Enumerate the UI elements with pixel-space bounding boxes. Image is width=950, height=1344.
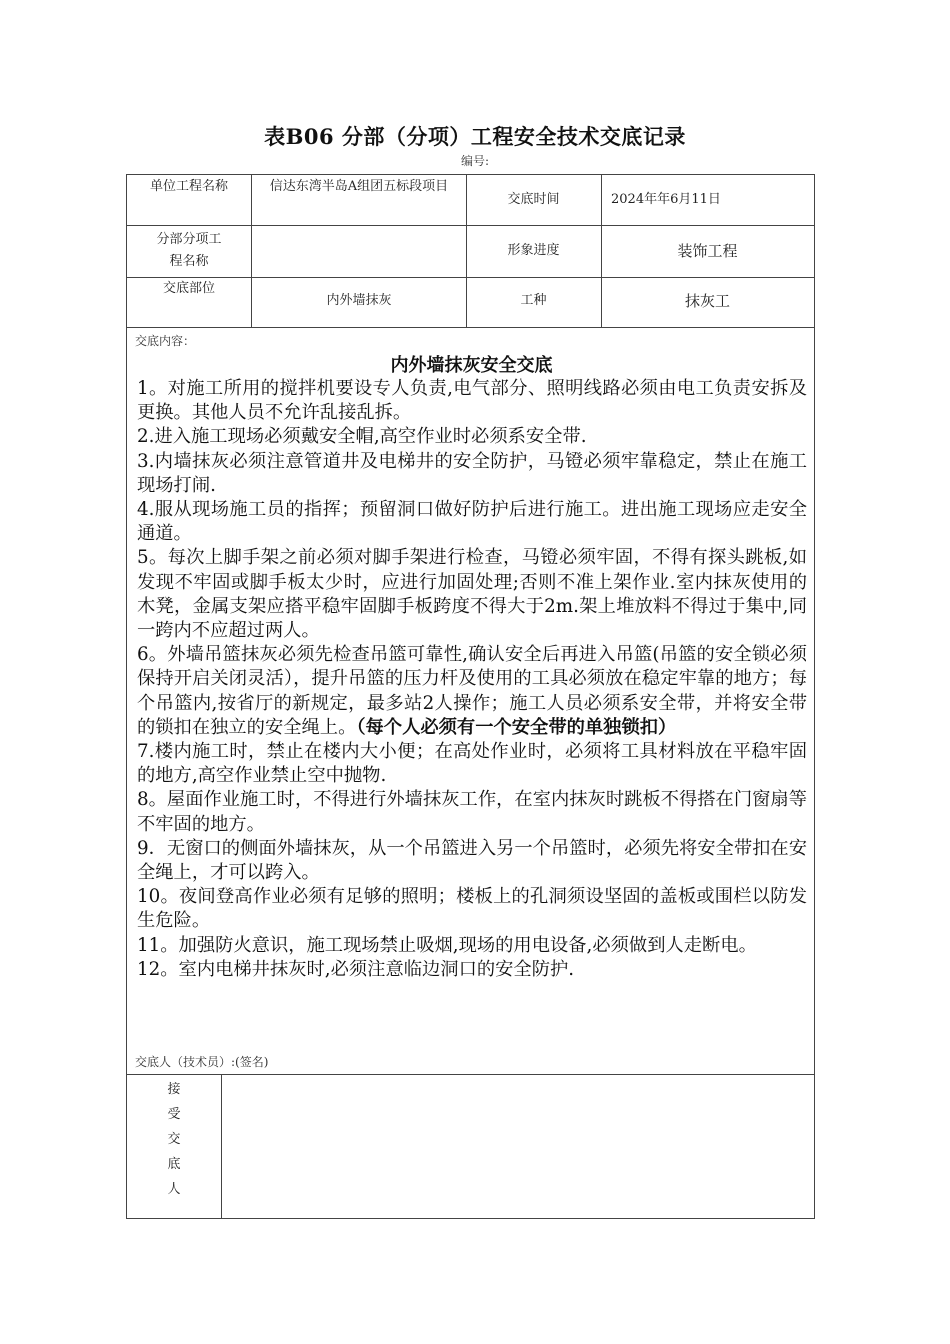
document-title: 表B06 分部（分项）工程安全技术交底记录 bbox=[264, 124, 686, 149]
content-item: 8。屋面作业施工时，不得进行外墙抹灰工作，在室内抹灰时跳板不得搭在门窗扇等不牢固的地方。 bbox=[137, 789, 807, 835]
receiver-label-char: 人 bbox=[167, 1182, 181, 1197]
content-item: 2.进入施工现场必须戴安全帽,高空作业时必须系安全带. bbox=[137, 426, 587, 448]
handover-record-table bbox=[126, 174, 815, 1219]
subproject-label: 分部分项工程名称 bbox=[156, 232, 222, 269]
receiver-signature-area[interactable] bbox=[222, 1075, 814, 1219]
content-item: 5。每次上脚手架之前必须对脚手架进行检查，马镫必须牢固，不得有探头跳板,如发现不牢固或脚手板太少时，应进行加固处理;否则不准上架作业.室内抹灰使用的木凳，金属支架应搭平稳牢固脚手板跨度不得大于2m.架上堆放料不得过于集中,同一跨内不应超过两人。 bbox=[137, 547, 807, 642]
discloser-signature-label: 交底人（技术员）:(签名) bbox=[135, 1055, 269, 1069]
content-item: 9．无窗口的侧面外墙抹灰，从一个吊篮进入另一个吊篮时，必须先将安全带扣在安全绳上，才可以跨入。 bbox=[137, 837, 807, 884]
content-body bbox=[137, 377, 807, 982]
receiver-label-char: 受 bbox=[167, 1107, 181, 1122]
content-item-6-text: 6。外墙吊篮抹灰必须先检查吊篮可靠性,确认安全后再进入吊篮(吊篮的安全锁必须保持开启关闭灵活），提升吊篮的压力杆及使用的工具必须放在稳定牢靠的地方；每个吊篮内,按省厅的新规定，最多站2人操作；施工人员必须系安全带，并将安全带的锁扣在独立的安全绳上。 bbox=[137, 644, 807, 738]
content-item: 10。夜间登高作业必须有足够的照明；楼板上的孔洞须设坚固的盖板或围栏以防发生危险。 bbox=[137, 886, 807, 932]
content-heading: 内外墙抹灰安全交底 bbox=[390, 355, 553, 376]
table-divider bbox=[251, 175, 252, 327]
content-item: 4.服从现场施工员的指挥；预留洞口做好防护后进行施工。进出施工现场应走安全通道。 bbox=[137, 499, 807, 545]
progress-value: 装饰工程 bbox=[677, 242, 738, 260]
receiver-label-char: 交 bbox=[167, 1132, 181, 1147]
table-divider bbox=[127, 327, 814, 328]
content-item: 1。对施工所用的搅拌机要设专人负责,电气部分、照明线路必须由电工负责安拆及更换。其他人员不允许乱接乱拆。 bbox=[137, 378, 807, 424]
handover-time-label: 交底时间 bbox=[507, 192, 560, 207]
content-item: 11。加强防火意识，施工现场禁止吸烟,现场的用电设备,必须做到人走断电。 bbox=[137, 934, 757, 956]
serial-number-label: 编号: bbox=[460, 154, 490, 168]
table-divider bbox=[127, 225, 814, 226]
content-item: 12。室内电梯井抹灰时,必须注意临边洞口的安全防护. bbox=[137, 958, 575, 980]
content-item-6-emphasis: （每个人必须有一个安全带的单独锁扣） bbox=[356, 716, 677, 738]
location-label: 交底部位 bbox=[162, 281, 215, 296]
handover-time-value: 2024年年6月11日 bbox=[611, 192, 721, 207]
table-divider bbox=[127, 277, 814, 278]
content-label: 交底内容： bbox=[135, 334, 196, 348]
trade-label: 工种 bbox=[520, 293, 547, 308]
receiver-label-char: 底 bbox=[167, 1157, 181, 1172]
unit-project-value: 信达东湾半岛A组团五标段项目 bbox=[269, 179, 449, 194]
location-value: 内外墙抹灰 bbox=[326, 293, 392, 308]
receiver-label bbox=[127, 1077, 221, 1202]
trade-value: 抹灰工 bbox=[684, 292, 730, 310]
unit-project-label: 单位工程名称 bbox=[149, 179, 228, 194]
content-item-6 bbox=[137, 643, 807, 740]
receiver-label-char: 接 bbox=[167, 1082, 181, 1097]
content-item: 7.楼内施工时，禁止在楼内大小便；在高处作业时，必须将工具材料放在平稳牢固的地方,高空作业禁止空中抛物. bbox=[137, 741, 807, 787]
progress-label: 形象进度 bbox=[507, 243, 560, 258]
content-item: 3.内墙抹灰必须注意管道井及电梯井的安全防护，马镫必须牢靠稳定，禁止在施工现场打闹. bbox=[137, 450, 807, 496]
